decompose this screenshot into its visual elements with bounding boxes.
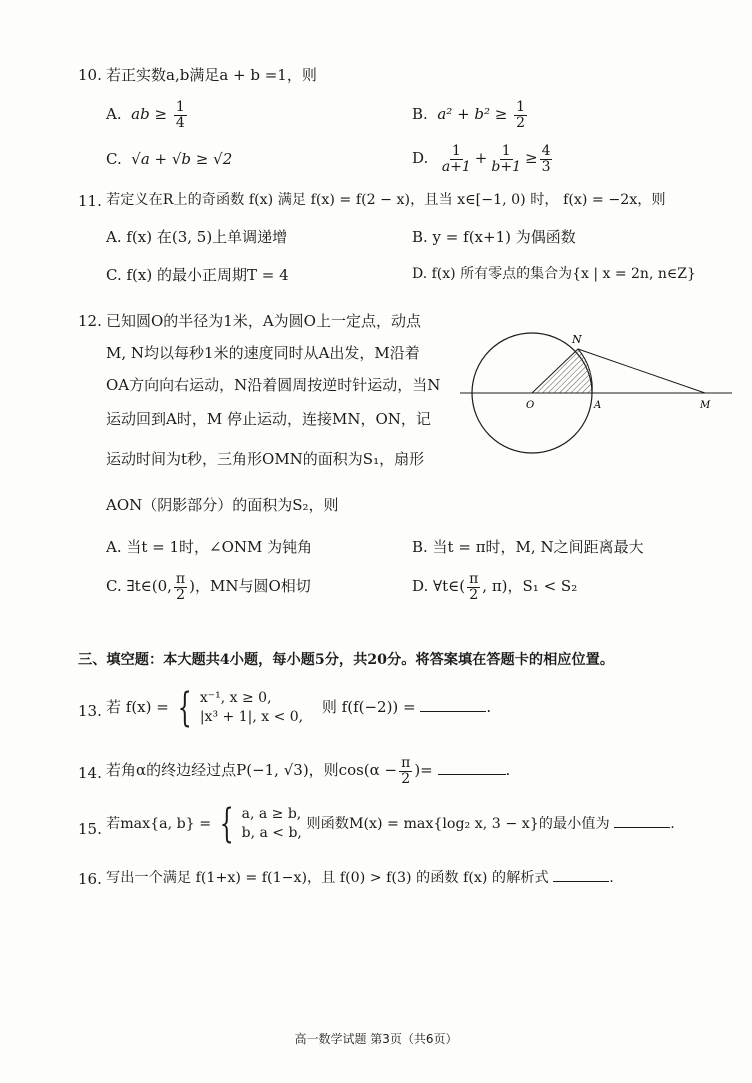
q10-option-c: C. √a + √b ≥ √2 bbox=[106, 150, 233, 168]
q12-number: 12. bbox=[78, 312, 102, 330]
q10-stem: 若正实数a,b满足a + b =1，则 bbox=[106, 66, 317, 84]
q12-option-d: D. ∀t∈( $\frac{\pi}{2}$ , π)，S₁ < S₂ bbox=[412, 571, 578, 603]
q13-brace: { bbox=[177, 685, 192, 731]
q11-option-a: A. f(x) 在(3, 5)上单调递增 bbox=[106, 228, 288, 246]
q10-number: 10. bbox=[78, 66, 102, 84]
q16-number: 16. bbox=[78, 870, 102, 888]
q13-body: 若 f(x) = { x⁻¹, x ≥ 0, |x³ + 1|, x < 0, 则 f(f(−2)) = . bbox=[106, 685, 492, 731]
q12-line-1: 已知圆O的半径为1米，A为圆O上一定点，动点 bbox=[106, 312, 421, 330]
label-o: O bbox=[526, 400, 535, 411]
q14-answer-blank[interactable] bbox=[438, 773, 506, 775]
q10-option-d: D. $\frac{1}{a+1}$ + $\frac{1}{b+1}$ ≥ $\frac{4}{3}$ bbox=[412, 143, 551, 175]
q14-body: 若角α的终边经过点P(−1, √3)，则cos(α − $\frac{\pi}{2}$ )= . bbox=[106, 755, 511, 787]
q16-body: 写出一个满足 f(1+x) = f(1−x)，且 f(0) > f(3) 的函数 f(x) 的解析式 . bbox=[106, 870, 614, 886]
q10-option-a: A. ab ≥ $\frac{1}{4}$ bbox=[106, 99, 185, 131]
q15-body: 若max{a, b} = { a, a ≥ b, b, a < b, 则函数M(x) = max{log₂ x, 3 − x}的最小值为 . bbox=[106, 801, 675, 847]
section-3-title: 三、填空题：本大题共4小题，每小题5分，共20分。将答案填在答题卡的相应位置。 bbox=[78, 652, 615, 668]
q11-option-b: B. y = f(x+1) 为偶函数 bbox=[412, 228, 576, 246]
q12-option-a: A. 当t = 1时，∠ONM 为钝角 bbox=[106, 538, 313, 556]
q12-line-3: OA方向向右运动，N沿着圆周按逆时针运动，当N bbox=[106, 376, 441, 394]
q12-line-6: AON（阴影部分）的面积为S₂，则 bbox=[106, 496, 339, 514]
label-n: N bbox=[572, 333, 582, 346]
q13-number: 13. bbox=[78, 702, 102, 720]
segment-mn bbox=[578, 349, 705, 393]
q15-brace: { bbox=[219, 801, 234, 847]
q10-option-b: B. a² + b² ≥ $\frac{1}{2}$ bbox=[412, 99, 526, 131]
q16-answer-blank[interactable] bbox=[553, 880, 609, 882]
q15-number: 15. bbox=[78, 820, 102, 838]
q11-number: 11. bbox=[78, 192, 102, 210]
label-a: A bbox=[594, 400, 602, 411]
q12-option-b: B. 当t = π时，M, N之间距离最大 bbox=[412, 538, 644, 556]
label-m: M bbox=[700, 400, 711, 411]
page-footer: 高一数学试题 第3页（共6页） bbox=[294, 1032, 458, 1046]
q12-line-4: 运动回到A时，M 停止运动，连接MN，ON，记 bbox=[106, 410, 431, 428]
q13-answer-blank[interactable] bbox=[420, 710, 486, 712]
sector-aon bbox=[532, 349, 592, 393]
q14-number: 14. bbox=[78, 764, 102, 782]
q11-stem: 若定义在R上的奇函数 f(x) 满足 f(x) = f(2 − x)，且当 x∈[−1, 0) 时， f(x) = −2x，则 bbox=[106, 192, 666, 208]
q12-line-5: 运动时间为t秒，三角形OMN的面积为S₁，扇形 bbox=[106, 450, 425, 468]
q12-line-2: M, N均以每秒1米的速度同时从A出发，M沿着 bbox=[106, 344, 420, 362]
q11-option-d: D. f(x) 所有零点的集合为{x | x = 2n, n∈Z} bbox=[412, 266, 696, 282]
q12-option-c: C. ∃t∈(0, $\frac{\pi}{2}$ )，MN与圆O相切 bbox=[106, 571, 311, 603]
q15-answer-blank[interactable] bbox=[614, 826, 670, 828]
q11-option-c: C. f(x) 的最小正周期T = 4 bbox=[106, 266, 289, 284]
q12-circle-figure bbox=[460, 328, 732, 488]
